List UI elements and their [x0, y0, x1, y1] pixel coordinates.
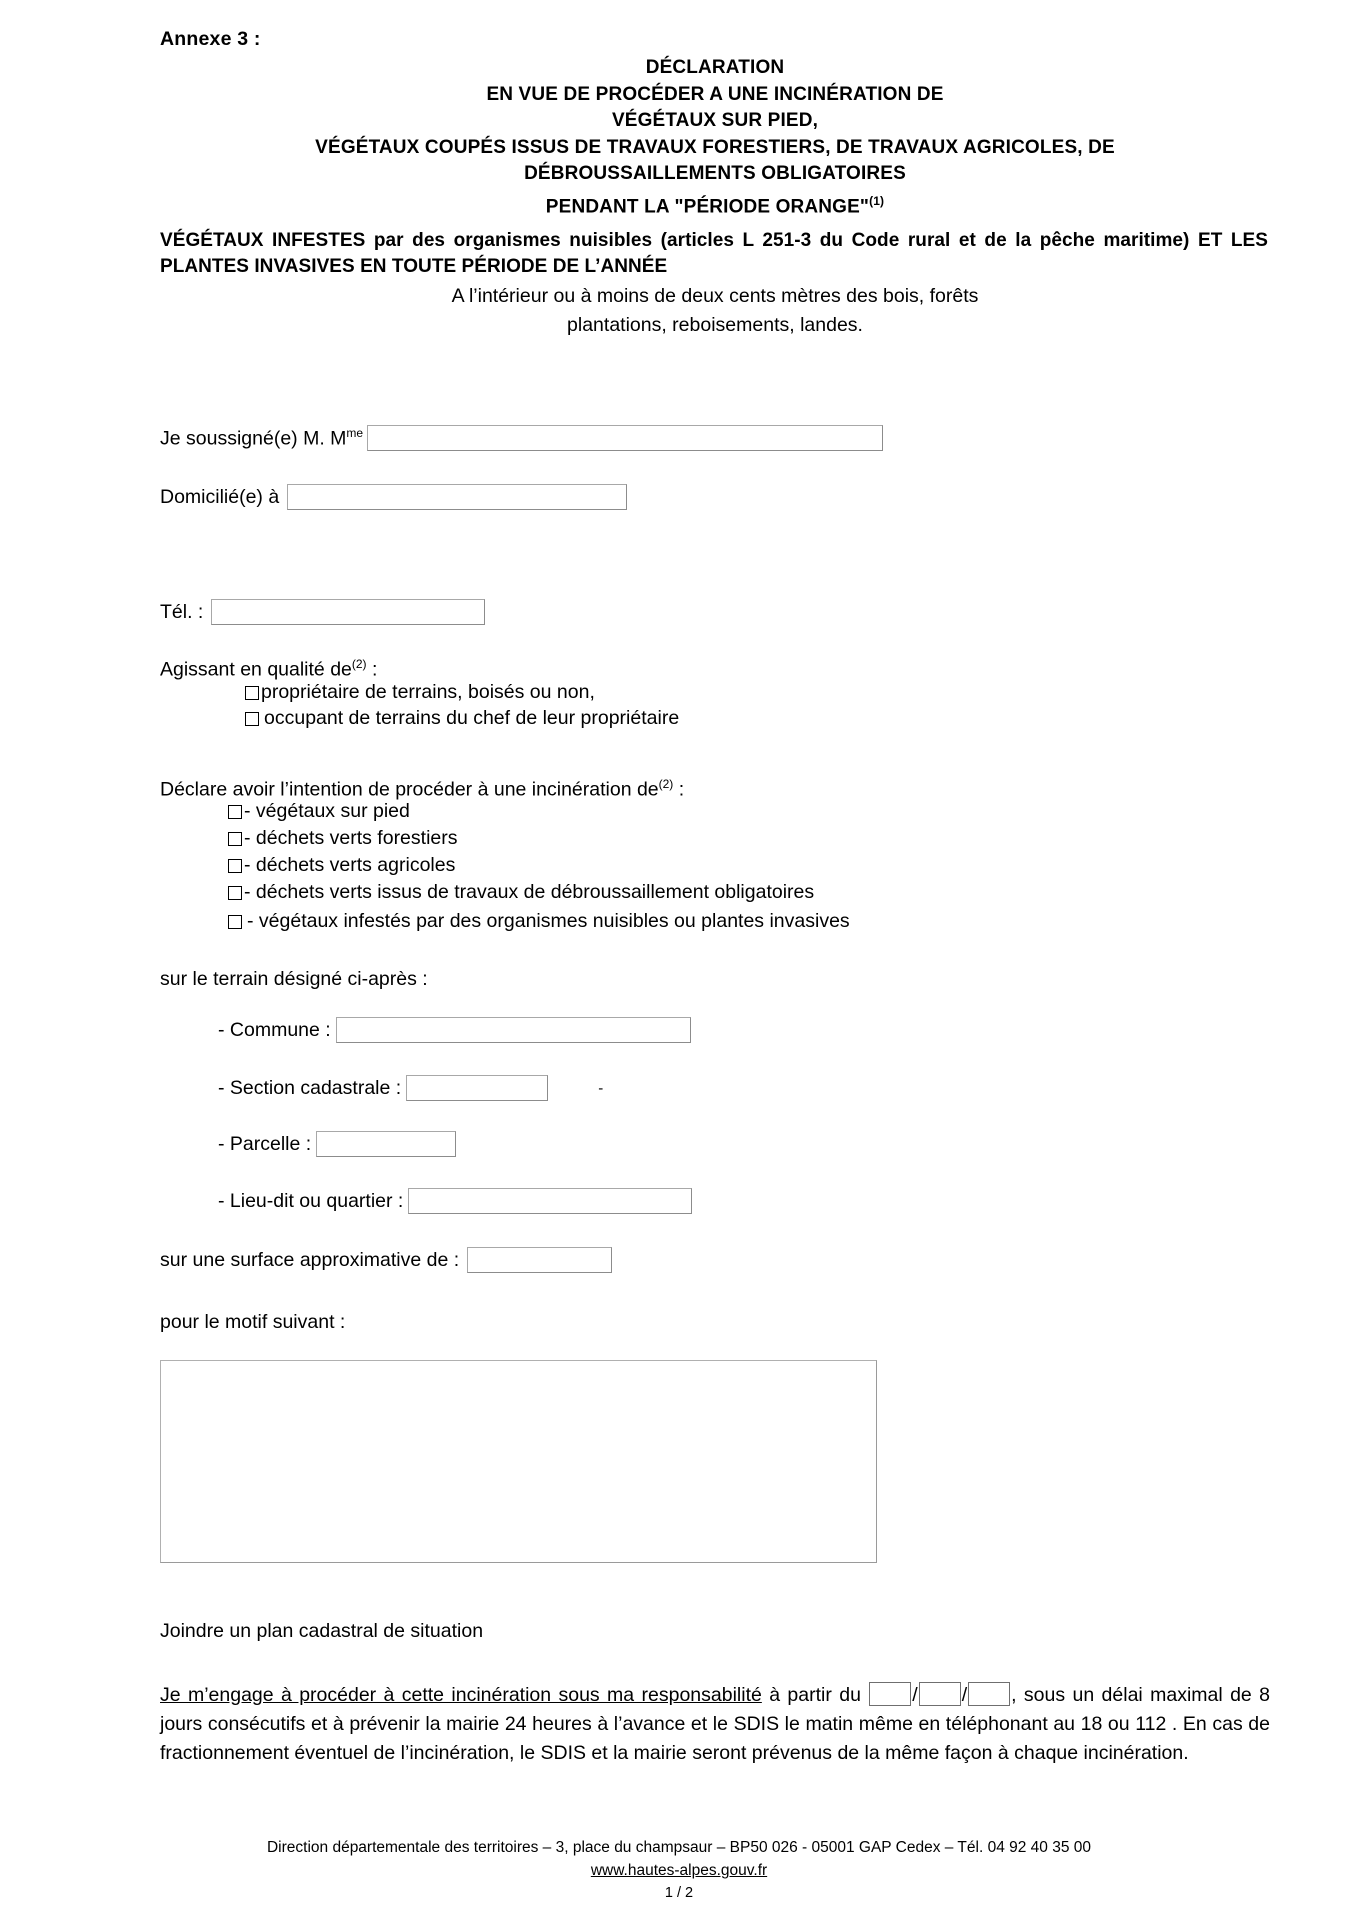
section-cadastrale-row — [218, 1075, 603, 1101]
phone-input[interactable] — [211, 599, 485, 625]
title-line-1: DÉCLARATION — [645, 57, 785, 78]
parcelle-row — [218, 1131, 456, 1157]
terrain-heading: sur le terrain désigné ci-après : — [160, 968, 428, 990]
date-separator-1: / — [912, 1684, 918, 1706]
location-line-1: A l’intérieur ou à moins de deux cents mètres des bois, forêts — [451, 285, 979, 307]
section-cadastrale-input[interactable] — [406, 1075, 548, 1101]
phone-label: Tél. : — [160, 600, 204, 623]
capacity-heading-footnote: (2) — [351, 657, 367, 671]
lieu-dit-input[interactable] — [408, 1188, 692, 1214]
date-year-input[interactable] — [968, 1682, 1010, 1706]
engagement-rest-text: , sous un délai maximal de 8 jours consécutifs et à prévenir la mairie 24 heures à l’avance et le SDIS le matin même en téléphonant au 18 ou 112 . En cas de fractionnement éventuel de l’incinération, le SDIS et la mairie seront prévenus de la même façon à chaque incinération. — [160, 1684, 1270, 1764]
title-line-4: VÉGÉTAUX COUPÉS ISSUS DE TRAVAUX FORESTIERS, DE TRAVAUX AGRICOLES, DE — [315, 136, 1115, 158]
parcelle-input[interactable] — [316, 1131, 456, 1157]
undersigned-label — [160, 426, 363, 451]
capacity-option-owner[interactable] — [245, 681, 595, 704]
title-line-5: DÉBROUSSAILLEMENTS OBLIGATOIRES — [524, 163, 906, 184]
footer-website-link[interactable]: www.hautes-alpes.gouv.fr — [590, 1862, 768, 1879]
intention-heading-footnote: (2) — [658, 777, 674, 791]
undersigned-row — [160, 425, 883, 451]
infested-plants-paragraph: VÉGÉTAUX INFESTES par des organismes nuisibles (articles L 251-3 du Code rural et de la pêche maritime) ET LES PLANTES INVASIVES EN TOUTE PÉRIODE DE L’ANNÉE — [160, 230, 1268, 277]
commune-input[interactable] — [336, 1017, 691, 1043]
capacity-heading — [160, 651, 377, 683]
engagement-paragraph — [160, 1681, 1270, 1768]
lieu-dit-row — [218, 1188, 692, 1214]
intention-heading-text: Déclare avoir l’intention de procéder à une incinération de — [160, 778, 659, 801]
annexe-label: Annexe 3 : — [160, 28, 261, 50]
title-line-2: EN VUE DE PROCÉDER A UNE INCINÉRATION DE — [486, 83, 944, 105]
capacity-option-occupant-label: occupant de terrains du chef de leur propriétaire — [264, 707, 680, 729]
checkbox-icon[interactable] — [245, 712, 259, 726]
date-month-input[interactable] — [919, 1682, 961, 1706]
date-separator-2: / — [961, 1684, 968, 1706]
document-title — [160, 55, 1270, 220]
date-day-input[interactable] — [869, 1682, 911, 1706]
footer-page-number: 1 / 2 — [664, 1885, 694, 1901]
capacity-heading-text: Agissant en qualité de — [160, 658, 352, 681]
footer-address: Direction départementale des territoires – 3, place du champsaur – BP50 026 - 05001 GAP Cedex – Tél. 04 92 40 35 00 — [266, 1839, 1092, 1856]
domicile-row — [160, 484, 627, 510]
location-scope-note — [160, 282, 1270, 340]
title-line-3: VÉGÉTAUX SUR PIED, — [611, 110, 819, 131]
checkbox-icon[interactable] — [228, 859, 242, 873]
capacity-option-occupant[interactable] — [245, 707, 679, 730]
engagement-underlined-text: Je m’engage à procéder à cette incinération sous ma responsabilité — [160, 1684, 762, 1706]
motif-label: pour le motif suivant : — [160, 1311, 346, 1333]
capacity-option-owner-label: propriétaire de terrains, boisés ou non, — [261, 681, 595, 703]
motif-textarea[interactable] — [160, 1360, 877, 1563]
intention-option-forest-green-waste[interactable] — [228, 827, 458, 850]
intention-heading — [160, 771, 684, 803]
undersigned-label-sup: me — [346, 425, 364, 440]
intention-option-2-label: - déchets verts agricoles — [244, 854, 456, 876]
domicile-input[interactable] — [287, 484, 627, 510]
surface-label: sur une surface approximative de : — [160, 1248, 460, 1271]
page-footer — [79, 1836, 1279, 1905]
undersigned-label-text: Je soussigné(e) M. M — [160, 427, 347, 450]
title-line-6 — [160, 188, 1270, 221]
intention-option-1-label: - déchets verts forestiers — [244, 827, 458, 849]
checkbox-icon[interactable] — [228, 915, 242, 929]
intention-option-clearing-green-waste[interactable] — [228, 881, 814, 904]
checkbox-icon[interactable] — [228, 886, 242, 900]
intention-heading-colon: : — [678, 778, 685, 801]
commune-label: - Commune : — [218, 1018, 331, 1041]
section-cadastrale-trailing-dash: - — [598, 1079, 604, 1097]
checkbox-icon[interactable] — [228, 832, 242, 846]
engagement-after-underline: à partir du — [761, 1684, 869, 1706]
surface-row — [160, 1247, 612, 1273]
domicile-label: Domicilié(e) à — [160, 485, 280, 508]
lieu-dit-label: - Lieu-dit ou quartier : — [218, 1189, 404, 1212]
intention-option-standing-plants[interactable] — [228, 800, 410, 823]
title-footnote-marker: (1) — [869, 193, 885, 208]
section-cadastrale-label: - Section cadastrale : — [218, 1076, 402, 1099]
intention-option-4-label: - végétaux infestés par des organismes nuisibles ou plantes invasives — [247, 910, 850, 932]
checkbox-icon[interactable] — [245, 686, 259, 700]
surface-input[interactable] — [467, 1247, 612, 1273]
phone-row — [160, 599, 485, 625]
parcelle-label: - Parcelle : — [218, 1132, 312, 1155]
checkbox-icon[interactable] — [228, 805, 242, 819]
title-line-6-text: PENDANT LA "PÉRIODE ORANGE" — [545, 195, 870, 217]
intention-option-0-label: - végétaux sur pied — [244, 800, 410, 822]
location-line-2: plantations, reboisements, landes. — [567, 314, 863, 336]
undersigned-name-input[interactable] — [367, 425, 883, 451]
intention-option-agricultural-green-waste[interactable] — [228, 854, 455, 877]
attachment-note: Joindre un plan cadastral de situation — [160, 1620, 484, 1642]
intention-option-infested-plants[interactable] — [228, 910, 850, 933]
intention-option-3-label: - déchets verts issus de travaux de débroussaillement obligatoires — [244, 881, 815, 903]
commune-row — [218, 1017, 691, 1043]
capacity-heading-colon: : — [371, 658, 378, 681]
